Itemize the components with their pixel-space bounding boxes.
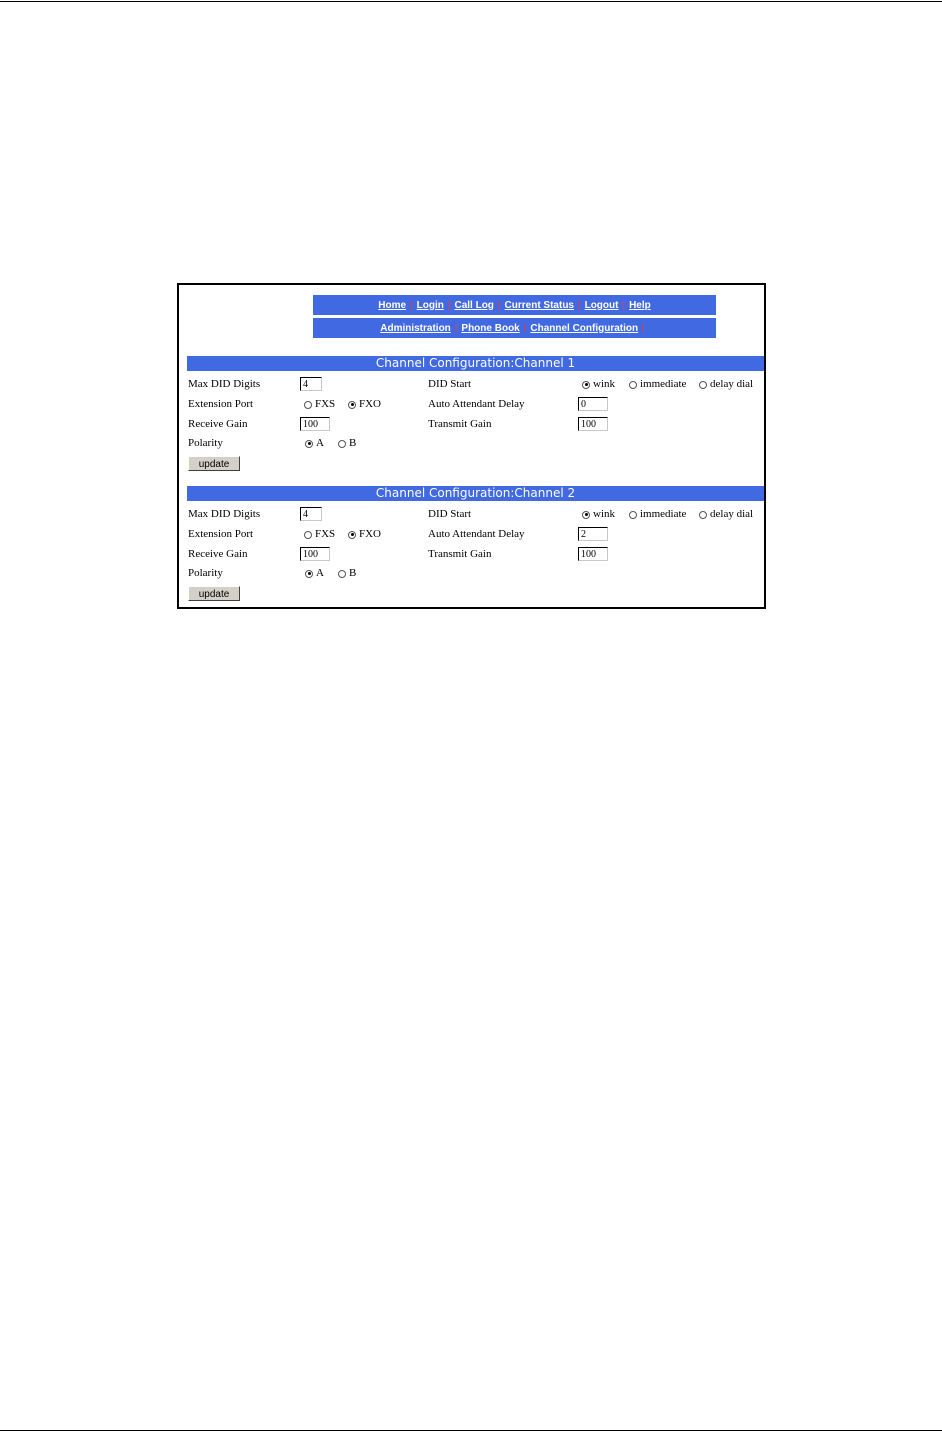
radio-selected-icon[interactable] xyxy=(305,440,313,448)
polarity-a-option[interactable] xyxy=(305,567,324,580)
nav-logout-link[interactable]: Logout xyxy=(584,299,619,311)
option-label: wink xyxy=(593,508,615,520)
did-start-immediate-option[interactable] xyxy=(629,508,686,521)
radio-selected-icon[interactable] xyxy=(305,570,313,578)
nav-channel-configuration-link[interactable]: Channel Configuration xyxy=(530,322,639,334)
nav-separator: | xyxy=(642,322,645,334)
extension-port-fxs-option[interactable] xyxy=(304,528,335,541)
nav-login-link[interactable]: Login xyxy=(416,299,444,311)
receive-gain-input[interactable]: 100 xyxy=(300,417,330,431)
did-start-wink-option[interactable] xyxy=(582,508,615,521)
did-start-label: DID Start xyxy=(428,508,472,520)
extension-port-fxo-option[interactable] xyxy=(348,528,381,541)
nav-separator: | xyxy=(410,299,413,311)
nav-home-link[interactable]: Home xyxy=(378,299,407,311)
option-label: A xyxy=(316,437,324,449)
nav-separator: | xyxy=(622,299,626,311)
nav-administration-link[interactable]: Administration xyxy=(380,322,451,334)
option-label: FXO xyxy=(359,398,382,410)
nav-separator: | xyxy=(497,299,501,311)
section-title: Channel Configuration:Channel 1 xyxy=(187,356,764,371)
receive-gain-input[interactable]: 100 xyxy=(300,547,330,561)
nav-separator: | xyxy=(523,322,527,334)
radio-unselected-icon[interactable] xyxy=(699,381,707,389)
radio-selected-icon[interactable] xyxy=(582,381,590,389)
extension-port-label: Extension Port xyxy=(188,398,254,410)
update-button[interactable]: update xyxy=(188,456,240,471)
nav-call-log-link[interactable]: Call Log xyxy=(454,299,494,311)
max-did-digits-input[interactable]: 4 xyxy=(300,377,322,391)
option-label: B xyxy=(349,567,357,579)
nav-phone-book-link[interactable]: Phone Book xyxy=(461,322,520,334)
extension-port-fxs-option[interactable] xyxy=(304,398,335,411)
receive-gain-label: Receive Gain xyxy=(188,548,248,560)
max-did-digits-label: Max DID Digits xyxy=(188,508,261,520)
extension-port-label: Extension Port xyxy=(188,528,254,540)
option-label: B xyxy=(349,437,357,449)
did-start-immediate-option[interactable] xyxy=(629,378,686,391)
auto-attendant-delay-label: Auto Attendant Delay xyxy=(428,398,525,410)
channel-1-section xyxy=(187,356,764,481)
radio-unselected-icon[interactable] xyxy=(338,570,346,578)
nav-bar-primary xyxy=(313,295,716,315)
radio-selected-icon[interactable] xyxy=(348,531,356,539)
nav-separator: | xyxy=(577,299,581,311)
auto-attendant-delay-input[interactable]: 2 xyxy=(578,527,608,541)
option-label: delay dial xyxy=(710,378,754,390)
polarity-b-option[interactable] xyxy=(338,437,356,450)
option-label: FXO xyxy=(359,528,382,540)
auto-attendant-delay-input[interactable]: 0 xyxy=(578,397,608,411)
nav-help-link[interactable]: Help xyxy=(629,299,651,311)
radio-unselected-icon[interactable] xyxy=(304,401,312,409)
max-did-digits-label: Max DID Digits xyxy=(188,378,261,390)
auto-attendant-delay-label: Auto Attendant Delay xyxy=(428,528,525,540)
option-label: immediate xyxy=(640,378,687,390)
nav-bar-secondary xyxy=(313,318,716,338)
transmit-gain-input[interactable]: 100 xyxy=(578,547,608,561)
page-bottom-rule xyxy=(0,1430,942,1431)
extension-port-fxo-option[interactable] xyxy=(348,398,381,411)
radio-unselected-icon[interactable] xyxy=(338,440,346,448)
option-label: delay dial xyxy=(710,508,754,520)
radio-unselected-icon[interactable] xyxy=(304,531,312,539)
option-label: wink xyxy=(593,378,615,390)
page-top-rule xyxy=(0,1,942,2)
update-button[interactable]: update xyxy=(188,586,240,601)
polarity-label: Polarity xyxy=(188,567,223,579)
did-start-wink-option[interactable] xyxy=(582,378,615,391)
radio-selected-icon[interactable] xyxy=(348,401,356,409)
polarity-label: Polarity xyxy=(188,437,223,449)
section-title: Channel Configuration:Channel 2 xyxy=(187,486,764,501)
radio-unselected-icon[interactable] xyxy=(699,511,707,519)
did-start-delay-dial-option[interactable] xyxy=(699,378,753,391)
nav-separator: | xyxy=(454,322,458,334)
did-start-delay-dial-option[interactable] xyxy=(699,508,753,521)
option-label: FXS xyxy=(315,398,336,410)
radio-unselected-icon[interactable] xyxy=(629,381,637,389)
did-start-label: DID Start xyxy=(428,378,472,390)
max-did-digits-input[interactable]: 4 xyxy=(300,507,322,521)
transmit-gain-label: Transmit Gain xyxy=(428,418,492,430)
polarity-a-option[interactable] xyxy=(305,437,324,450)
option-label: immediate xyxy=(640,508,687,520)
nav-separator: | xyxy=(447,299,451,311)
radio-selected-icon[interactable] xyxy=(582,511,590,519)
channel-2-section xyxy=(187,486,764,611)
transmit-gain-input[interactable]: 100 xyxy=(578,417,608,431)
receive-gain-label: Receive Gain xyxy=(188,418,248,430)
polarity-b-option[interactable] xyxy=(338,567,356,580)
nav-current-status-link[interactable]: Current Status xyxy=(504,299,574,311)
transmit-gain-label: Transmit Gain xyxy=(428,548,492,560)
option-label: FXS xyxy=(315,528,336,540)
screenshot-frame xyxy=(177,283,766,609)
radio-unselected-icon[interactable] xyxy=(629,511,637,519)
option-label: A xyxy=(316,567,324,579)
